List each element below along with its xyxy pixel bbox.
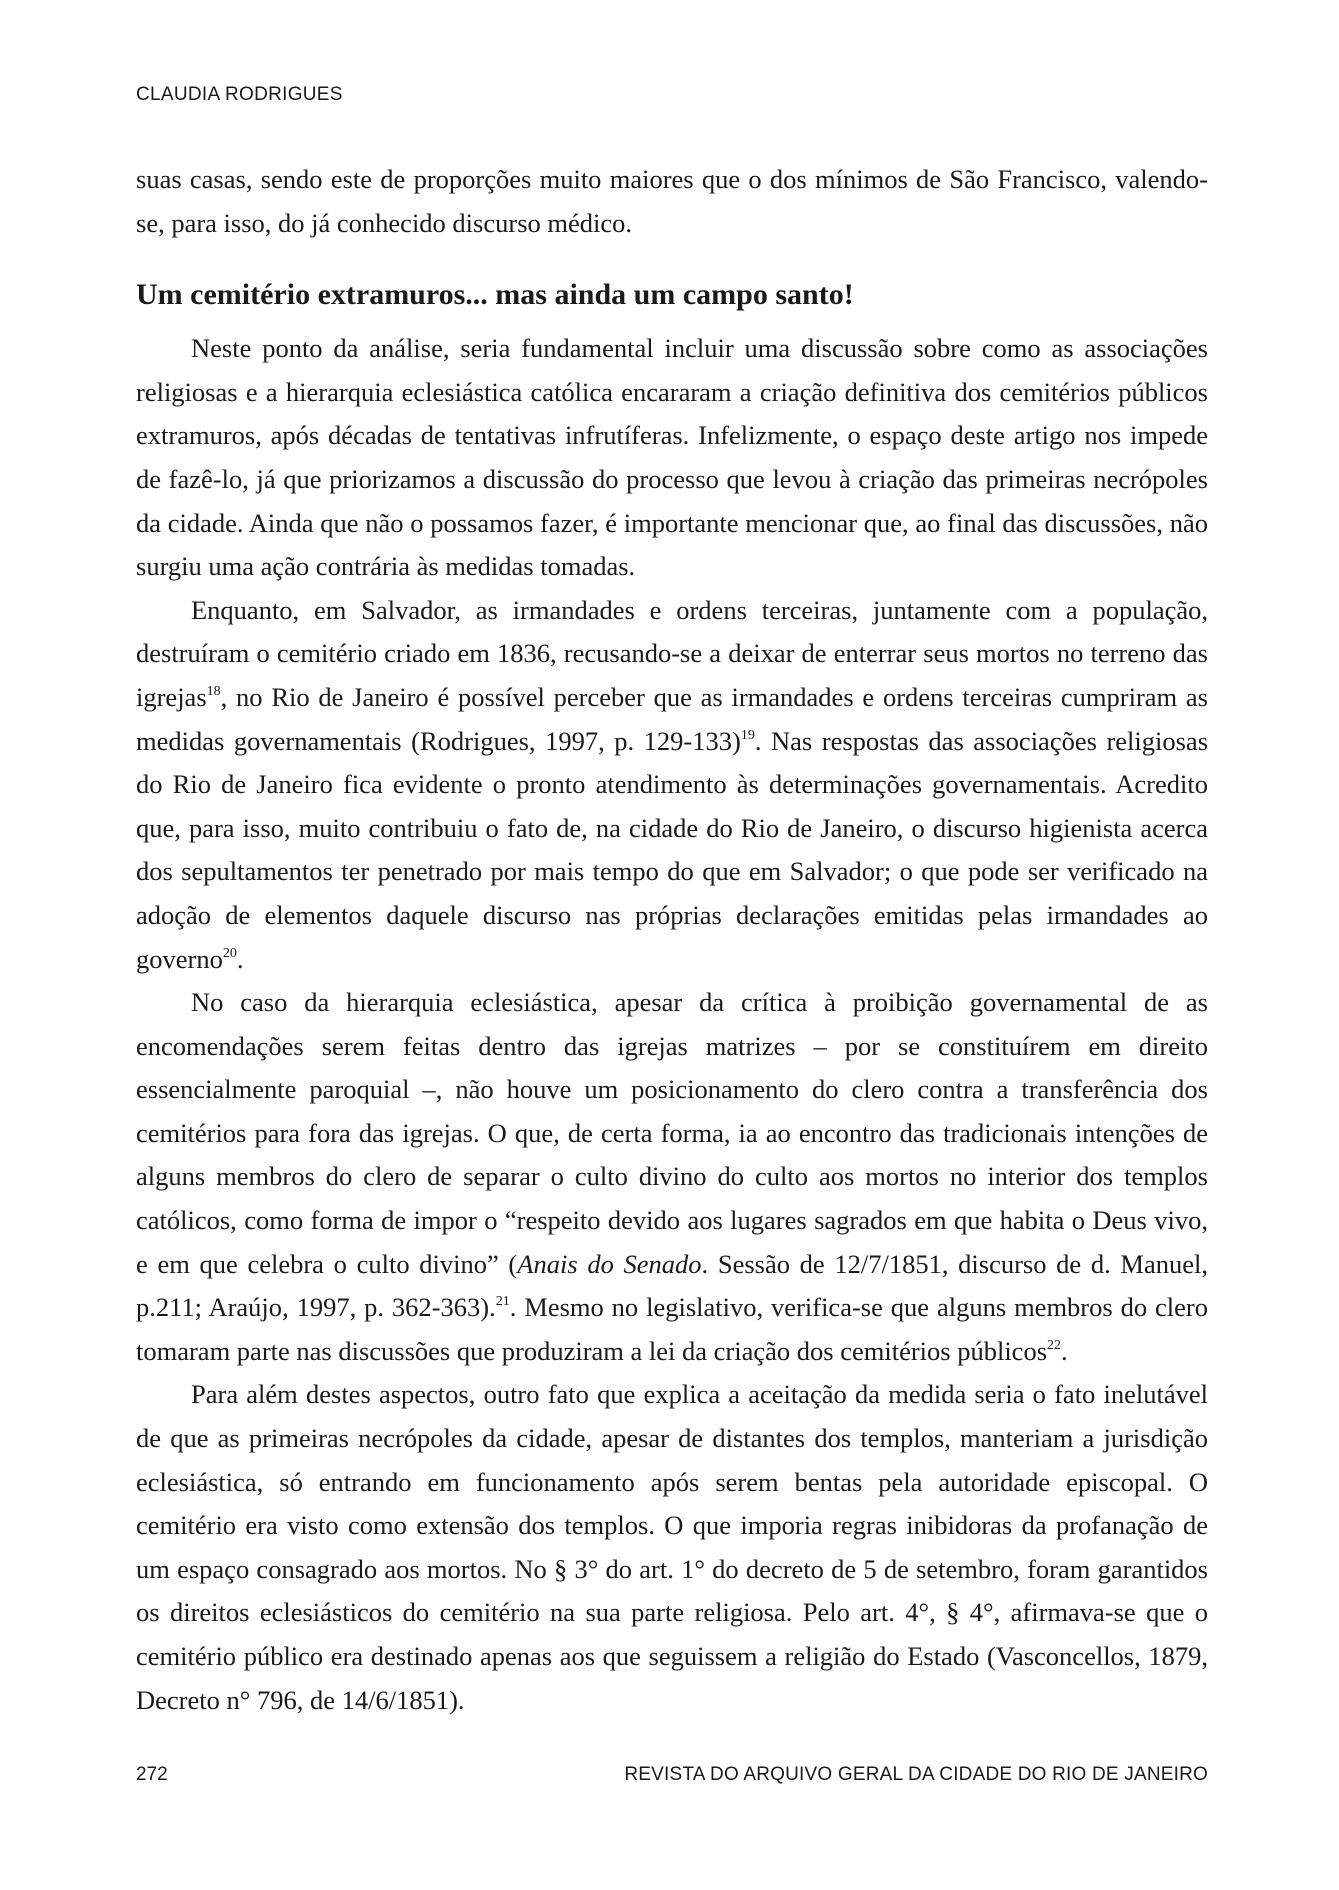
paragraph-2-text-c: . Nas respostas das associações religiosas do Rio de Janeiro fica evidente o pronto atendimento às determinações governamentais. Acredito que, para isso, muito contribuiu o fato de, na cidade do Rio de Janeiro, o discurso higienista acerca dos sepultamentos ter penetrado por mais tempo do que em Salvador; o que pode ser verificado na adoção de elementos daquele discurso nas próprias declarações emitidas pelas irmandades ao governo <box>136 725 1209 974</box>
footnote-ref-18: 18 <box>206 683 221 699</box>
paragraph-2-text-d: . <box>236 943 244 974</box>
paragraph-4: Para além destes aspectos, outro fato que explica a aceitação da medida seria o fato inelutável de que as primeiras necrópoles da cidade, apesar de distantes dos templos, manteriam a jurisdição eclesiástica, só entrando em funcionamento após serem bentas pela autoridade episcopal. O cemitério era visto como extensão dos templos. O que imporia regras inibidoras da profanação de um espaço consagrado aos mortos. No § 3° do art. 1° do decreto de 5 de setembro, foram garantidos os direitos eclesiásticos do cemitério na sua parte religiosa. Pelo art. 4°, § 4°, afirmava-se que o cemitério público era destinado apenas aos que seguissem a religião do Estado (Vasconcellos, 1879, Decreto n° 796, de 14/6/1851). <box>136 1379 1208 1715</box>
paragraph-3-italic-title: Anais do Senado <box>517 1248 702 1279</box>
paragraph-2-text-b: , no Rio de Janeiro é possível perceber que as irmandades e ordens terceiras cumpriram as medidas governamentais (Rodrigues, 1997, p. 129-133) <box>136 681 1208 756</box>
paragraph-1: Neste ponto da análise, seria fundamental incluir uma discussão sobre como as associações religiosas e a hierarquia eclesiástica católica encararam a criação definitiva dos cemitérios públicos extramuros, após décadas de tentativas infrutíferas. Infelizmente, o espaço deste artigo nos impede de fazê-lo, já que priorizamos a discussão do processo que levou à criação das primeiras necrópoles da cidade. Ainda que não o possamos fazer, é importante mencionar que, ao final das discussões, não surgiu uma ação contrária às medidas tomadas. <box>136 333 1208 582</box>
footnote-ref-20: 20 <box>222 945 237 961</box>
footnote-ref-19: 19 <box>740 727 755 743</box>
paragraph-3-text-b: . Sessão de 12/7/1851, discurso de d. Manuel, p.211; Araújo, 1997, p. 362-363). <box>136 1248 1209 1323</box>
paragraph-2 <box>136 589 1208 981</box>
footnote-ref-22: 22 <box>1047 1337 1062 1353</box>
running-header-author: CLAUDIA RODRIGUES <box>136 84 343 105</box>
paragraph-3 <box>136 981 1208 1373</box>
article-body <box>136 158 1208 1722</box>
page-number: 272 <box>136 1764 168 1785</box>
paragraph-3-text-c: . Mesmo no legislativo, verifica-se que alguns membros do clero tomaram parte nas discussões que produziram a lei da criação dos cemitérios públicos <box>136 1292 1208 1366</box>
paragraph-3-text-d: . <box>1061 1335 1068 1366</box>
footnote-ref-21: 21 <box>495 1294 510 1310</box>
opening-paragraph: suas casas, sendo este de proporções muito maiores que o dos mínimos de São Francisco, valendo-se, para isso, do já conhecido discurso médico. <box>136 164 1208 238</box>
running-footer-journal: REVISTA DO ARQUIVO GERAL DA CIDADE DO RIO DE JANEIRO <box>624 1764 1208 1785</box>
paragraph-2-text-a: Enquanto, em Salvador, as irmandades e ordens terceiras, juntamente com a população, destruíram o cemitério criado em 1836, recusando-se a deixar de enterrar seus mortos no terreno das igrejas <box>136 594 1208 712</box>
paragraph-3-text-a: No caso da hierarquia eclesiástica, apesar da crítica à proibição governamental de as encomendações serem feitas dentro das igrejas matrizes – por se constituírem em direito essencialmente paroquial –, não houve um posicionamento do clero contra a transferência dos cemitérios para fora das igrejas. O que, de certa forma, ia ao encontro das tradicionais intenções de alguns membros do clero de separar o culto divino do culto aos mortos no interior dos templos católicos, como forma de impor o “respeito devido aos lugares sagrados em que habita o Deus vivo, e em que celebra o culto divino” ( <box>136 987 1208 1279</box>
section-heading: Um cemitério extramuros... mas ainda um campo santo! <box>136 278 854 312</box>
